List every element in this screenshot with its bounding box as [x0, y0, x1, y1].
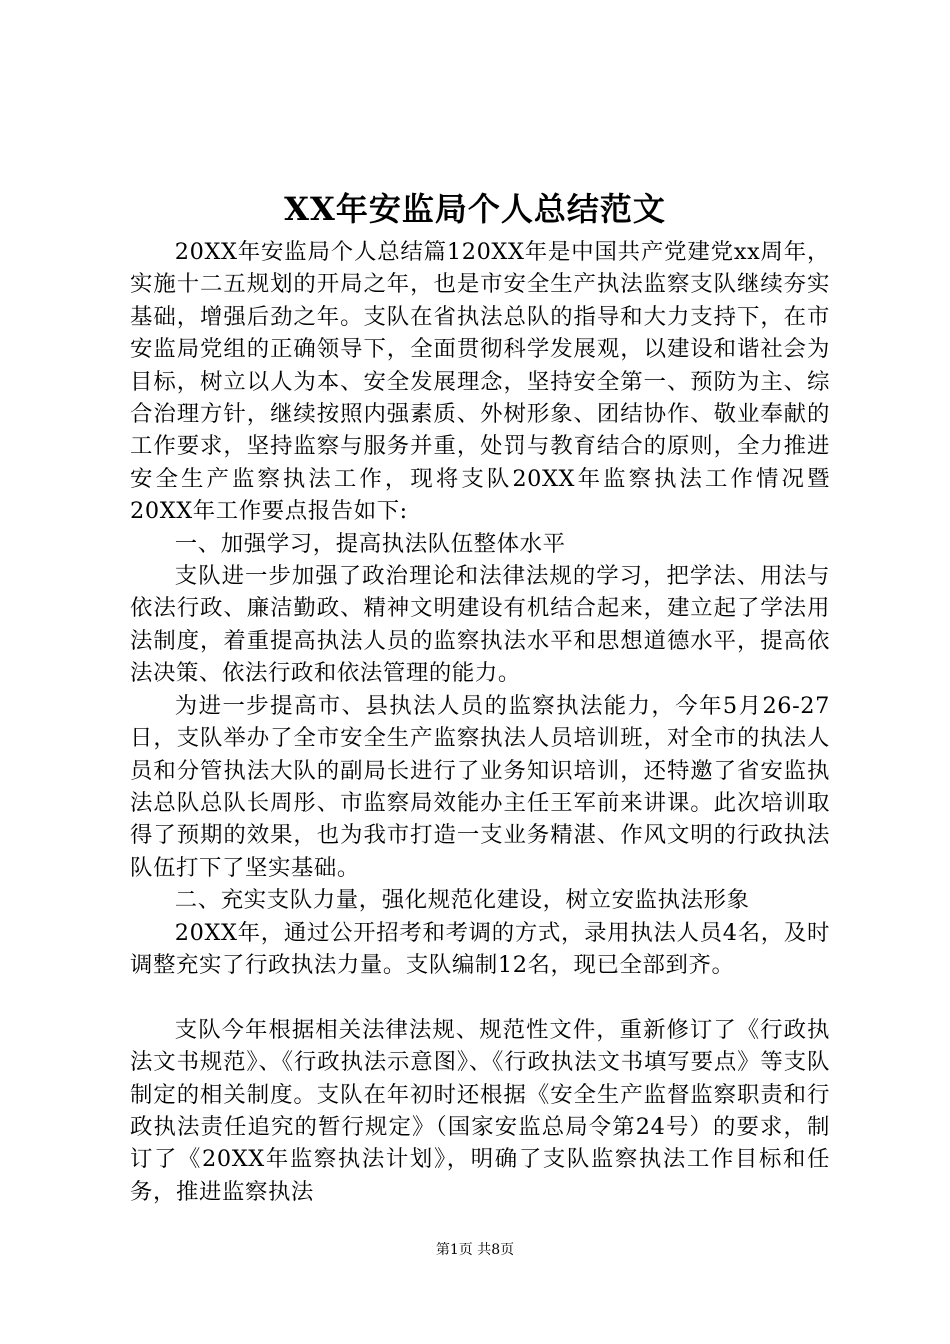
section-heading-2: 二、充实支队力量，强化规范化建设，树立安监执法形象	[174, 887, 750, 914]
paragraph-intro: 20XX年安监局个人总结篇120XX年是中国共产党建党xx周年，实施十二五规划的开局之年，也是市安全生产执法监察支队继续夯实基础，增强后劲之年。支队在省执法总队的指导和大力支持下，在市安监局党组的正确领导下，全面贯彻科学发展观，以建设和谐社会为目标，树立以人为本、安全发展理念，坚持安全第一、预防为主、综合治理方针，继续按照内强素质、外树形象、团结协作、敬业奉献的工作要求，坚持监察与服务并重，处罚与教育结合的原则，全力推进安全生产监察执法工作，现将支队20XX年监察执法工作情况暨20XX年工作要点报告如下:	[130, 239, 830, 525]
page-footer: 第1页 共8页	[435, 1242, 515, 1258]
paragraph: 20XX年，通过公开招考和考调的方式，录用执法人员4名，及时调整充实了行政执法力量。支队编制12名，现已全部到齐。	[130, 919, 830, 978]
document-body	[130, 236, 830, 1208]
paragraph: 为进一步提高市、县执法人员的监察执法能力，今年5月26-27日，支队举办了全市安全生产监察执法人员培训班，对全市的执法人员和分管执法大队的副局长进行了业务知识培训，还特邀了省安监执法总队总队长周彤、市监察局效能办主任王军前来讲课。此次培训取得了预期的效果，也为我市打造一支业务精湛、作风文明的行政执法队伍打下了坚实基础。	[130, 692, 830, 881]
section-heading-1: 一、加强学习，提高执法队伍整体水平	[174, 530, 566, 557]
document-title: XX年安监局个人总结范文	[284, 190, 666, 228]
paragraph: 支队今年根据相关法律法规、规范性文件，重新修订了《行政执法文书规范》、《行政执法示意图》、《行政执法文书填写要点》等支队制定的相关制度。支队在年初时还根据《安全生产监督监察职责和行政执法责任追究的暂行规定》（国家安监总局令第24号）的要求，制订了《20XX年监察执法计划》，明确了支队监察执法工作目标和任务，推进监察执法	[130, 1016, 830, 1205]
paragraph: 支队进一步加强了政治理论和法律法规的学习，把学法、用法与依法行政、廉洁勤政、精神文明建设有机结合起来，建立起了学法用法制度，着重提高执法人员的监察执法水平和思想道德水平，提高依法决策、依法行政和依法管理的能力。	[130, 563, 830, 687]
